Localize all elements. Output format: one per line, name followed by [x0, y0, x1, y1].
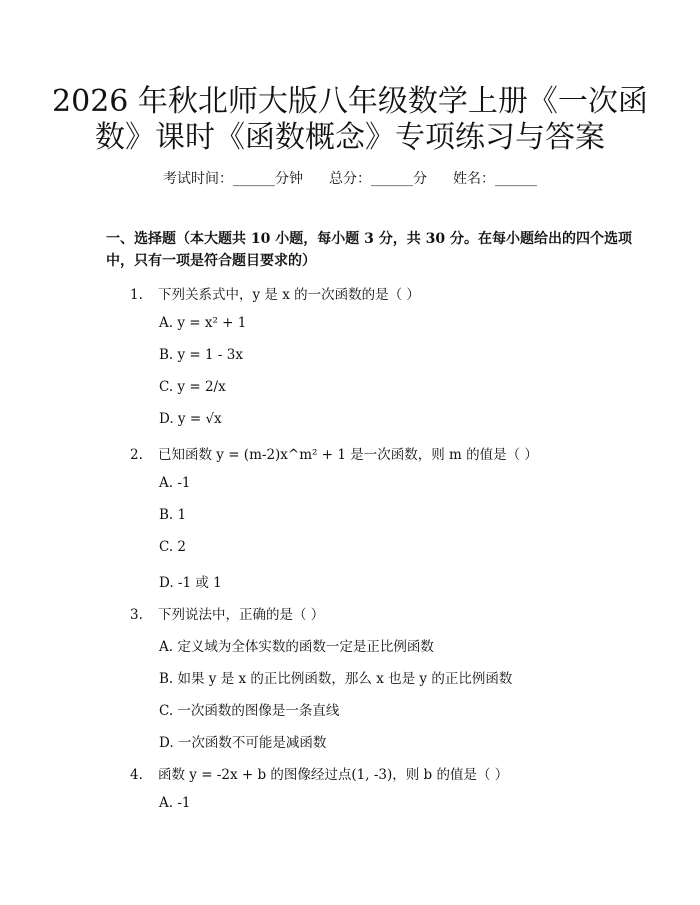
exam-time-field: 考试时间：______分钟	[163, 171, 303, 187]
question-2	[130, 443, 538, 463]
question-number: 3.	[130, 607, 143, 623]
exam-title-line-2: 数》课时《函数概念》专项练习与答案	[95, 120, 605, 155]
total-score-field: 总分：______分	[329, 171, 427, 187]
question-number: 2.	[130, 447, 143, 463]
question-1-option-c: C. y = 2/x	[159, 379, 226, 395]
question-4-option-a: A. -1	[159, 795, 191, 811]
question-text: 函数 y = -2x + b 的图像经过点(1, -3)，则 b 的值是（ ）	[158, 767, 509, 783]
question-1-option-a: A. y = x² + 1	[159, 315, 247, 331]
exam-title-line-1: 2026 年秋北师大版八年级数学上册《一次函	[52, 84, 648, 119]
question-2-option-b: B. 1	[159, 507, 187, 523]
student-name-field: 姓名：______	[453, 171, 537, 187]
question-3	[130, 603, 324, 623]
question-number: 1.	[130, 287, 143, 303]
question-text: 下列关系式中，y 是 x 的一次函数的是（ ）	[158, 287, 420, 303]
question-3-option-a: A. 定义域为全体实数的函数一定是正比例函数	[159, 639, 434, 655]
question-number: 4.	[130, 767, 143, 783]
question-2-option-d: D. -1 或 1	[159, 575, 222, 591]
question-3-option-c: C. 一次函数的图像是一条直线	[159, 703, 340, 719]
section-heading: 一、选择题（本大题共 10 小题，每小题 3 分，共 30 分。在每小题给出的四个选项中，只有一项是符合题目要求的）	[106, 231, 632, 269]
question-3-option-b: B. 如果 y 是 x 的正比例函数，那么 x 也是 y 的正比例函数	[159, 671, 513, 687]
question-3-option-d: D. 一次函数不可能是减函数	[159, 735, 327, 751]
question-text: 已知函数 y = (m-2)x^m² + 1 是一次函数，则 m 的值是（ ）	[158, 447, 538, 463]
question-4	[130, 763, 508, 783]
question-2-option-c: C. 2	[159, 539, 187, 555]
question-1-option-d: D. y = √x	[159, 411, 222, 427]
question-1	[130, 283, 420, 303]
exam-info-line	[0, 168, 700, 188]
question-text: 下列说法中，正确的是（ ）	[158, 607, 325, 623]
question-1-option-b: B. y = 1 - 3x	[159, 347, 243, 363]
question-2-option-a: A. -1	[159, 475, 191, 491]
